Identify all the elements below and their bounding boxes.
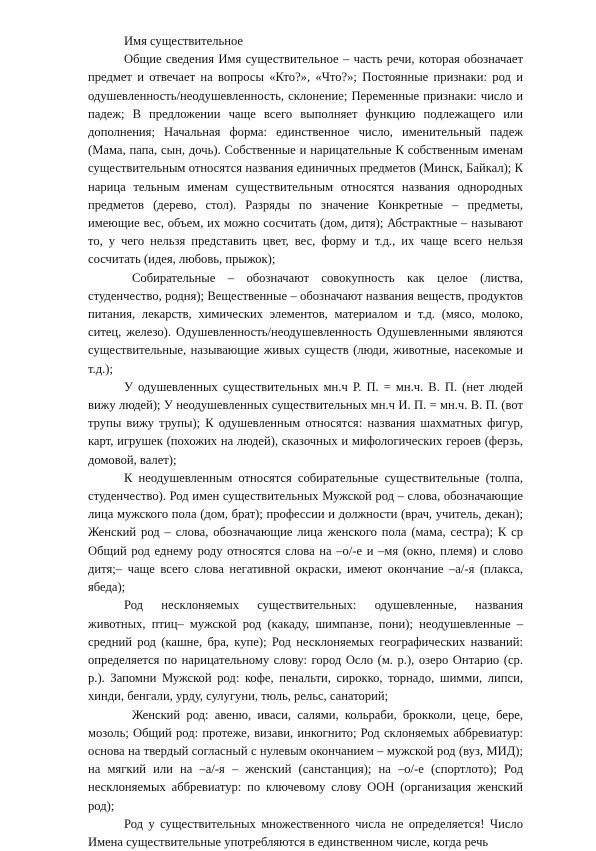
document-title: Имя существительное — [124, 34, 244, 48]
paragraph-collective-nouns: Собирательные – обозначают совокупность как целое (листва, студенчество, родня); Вещественные – обозначают названия веществ, продуктов питания, лекарств, химических элементов, материалом и т.д. (мясо, молоко, ситец, железо). Одушевленность/неодушевленность Одушевленными являются существительные, называющие живых существ (люди, животные, насекомые и т.д.); — [88, 270, 523, 376]
paragraph-animate-nouns: У одушевленных существительных мн.ч Р. П. = мн.ч. В. П. (нет людей вижу людей); У неодушевленных существительных мн.ч И. П. = мн.ч. В. П. (вот трупы вижу трупы); К одушевленным относятся: названия шахматных фигур, карт, игрушек (похожих на людей), сказочных и мифологических героев (ферзь, домовой, валет); — [88, 379, 523, 467]
paragraph-general-info: Общие сведения Имя существительное – часть речи, которая обозначает предмет и отвечает на вопросы «Кто?», «Что?»; Постоянные признаки: род и одушевленность/неодушевленность, склонение; Переменные признаки: число и падеж; В предложении чаще всего выполняет функцию подлежащего или дополнения; Начальная форма: единственное число, именительный падеж (Мама, папа, сын, дочь). Собственные и нарицательные К собственным именам существительным относятся названия единичных предметов (Минск, Байкал); К нарица тельным именам существительным относятся названия однородных предметов (дерево, стол). Разряды по значение Конкретные – предметы, имеющие вес, объем, их можно сосчитать (дом, дитя); Абстрактные – называют то, у чего нельзя представить цвет, вес, форму и т.д., их чаще всего нельзя сосчитать (идея, любовь, прыжок); — [88, 52, 523, 267]
paragraph-number: Род у существительных множественного числа не определяется! Число Имена существительные употребляются в единственном числе, когда речь — [88, 816, 523, 849]
paragraph-feminine: Женский род: авеню, иваси, салями, кольраби, брокколи, цеце, бере, мозоль; Общий род: протеже, визави, инкогнито; Род склоняемых аббревиатур: основа на твердый согласный с нулевым окончанием – мужской род (вуз, МИД); на мягкий или на –а/-я – женский (санстанция); на –о/-е (спортлото); Род несклоняемых аббревиатур: по ключевому слову ООН (организация женский род); — [88, 707, 523, 813]
paragraph-gender: К неодушевленным относятся собирательные существительные (толпа, студенчество). Род имен существительных Мужской род – слова, обозначающие лица мужского пола (дом, брат); профессии и должности (врач, учитель, декан); Женский род – слова, обозначающие лица женского пола (мама, сестра); К ср Общий род еднему роду относятся слова на –о/-е и –мя (окно, племя) и слово дитя;– чаще всего слова негативной окраски, имеют окончание –а/-я (плакса, ябеда); — [88, 470, 523, 595]
paragraph-indeclinable: Род несклоняемых существительных: одушевленные, названия животных, птиц– мужской род (какаду, шимпанзе, пони); неодушевленные – средний род (кашне, бра, купе); Род несклоняемых географических названий: определяется по нарицательному слову: город Осло (м. р.), озеро Онтарио (ср. р.). Запомни Мужской род: кофе, пенальти, сирокко, торнадо, шимми, липси, хинди, бенгали, урду, сулугуни, тюль, рельс, санаторий; — [88, 598, 523, 704]
